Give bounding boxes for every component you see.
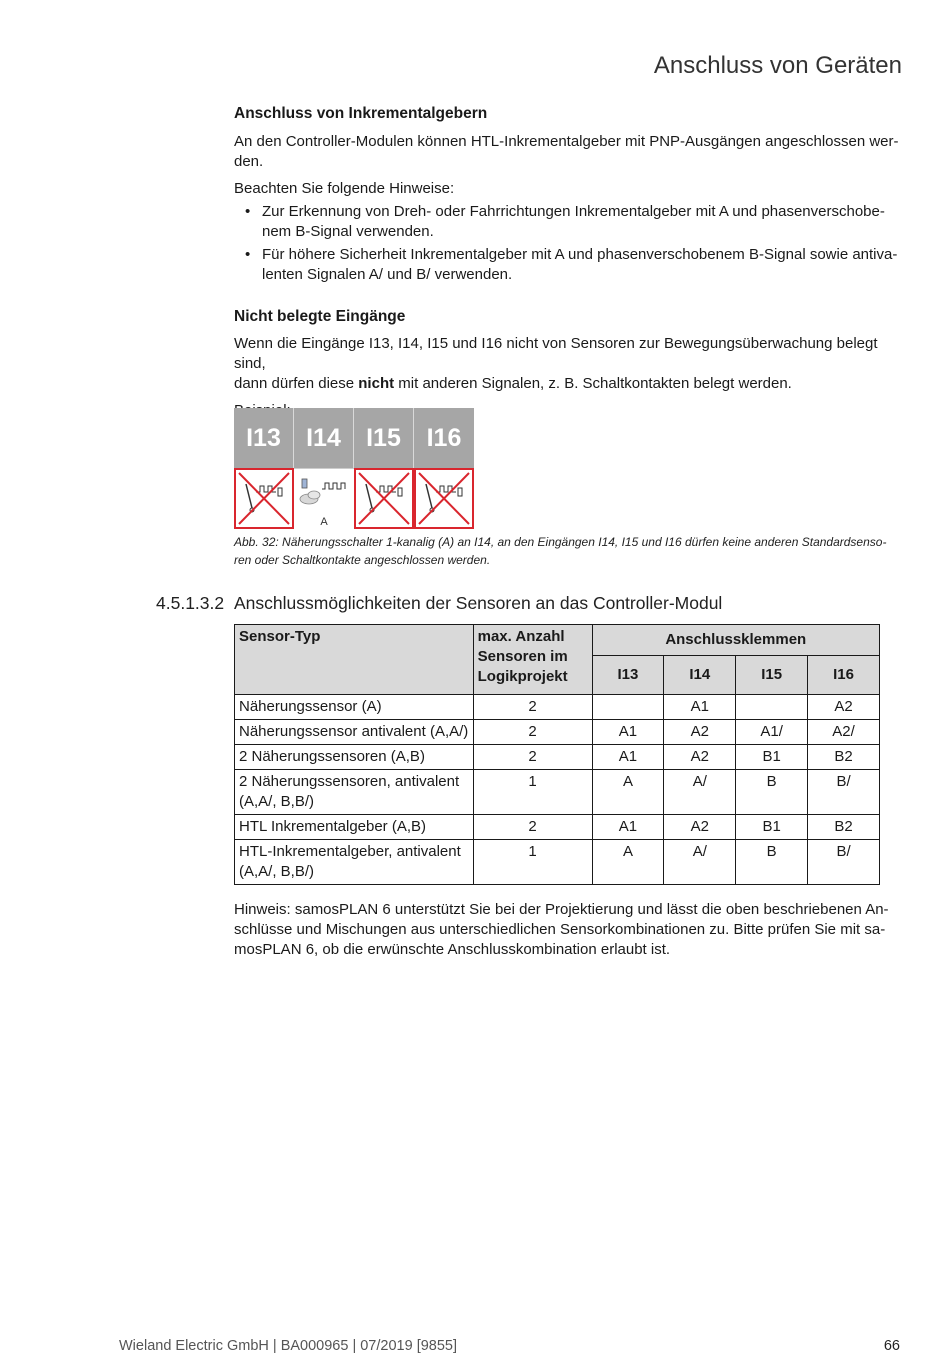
sensor-type-text: HTL-Inkrementalgeber, antivalent bbox=[239, 843, 461, 860]
hint-line-1: Hinweis: samosPLAN 6 unterstützt Sie bei der Projektierung und lässt die oben beschriebenen An- bbox=[234, 901, 889, 918]
cell-i14: A/ bbox=[664, 840, 736, 885]
inputs-figure bbox=[234, 408, 474, 529]
table-row bbox=[235, 720, 880, 745]
section-number: 4.5.1.3.2 bbox=[156, 593, 225, 613]
section-title: Anschlussmöglichkeiten der Sensoren an das Controller-Modul bbox=[234, 593, 723, 613]
unused-text bbox=[234, 334, 904, 394]
col-header-max-count bbox=[473, 625, 592, 695]
sensor-type-text: (A,A/, B,B/) bbox=[239, 863, 315, 880]
incremental-intro bbox=[234, 132, 904, 172]
bullet-item bbox=[234, 245, 904, 285]
max-count-line: Logikprojekt bbox=[477, 668, 568, 685]
intro-line-2: den. bbox=[234, 153, 264, 170]
cell-sensor-type bbox=[235, 840, 474, 885]
cell-i15 bbox=[736, 695, 808, 720]
cell-count: 1 bbox=[473, 770, 592, 815]
input-header-i14: I14 bbox=[294, 408, 354, 468]
bullet-text: Zur Erkennung von Dreh- oder Fahrrichtungen Inkrementalgeber mit A und phasenverschobe- bbox=[262, 203, 885, 220]
hint-bullets bbox=[234, 202, 904, 285]
unused-line-2-pre: dann dürfen diese bbox=[234, 375, 359, 392]
table-row bbox=[235, 770, 880, 815]
switch-contact-crossed bbox=[354, 468, 414, 529]
cell-i13: A bbox=[592, 770, 664, 815]
sensor-connection-table bbox=[234, 624, 880, 885]
cell-i14: A2 bbox=[664, 720, 736, 745]
input-header-i13: I13 bbox=[234, 408, 294, 468]
cell-i13: A bbox=[592, 840, 664, 885]
cell-i13: A1 bbox=[592, 815, 664, 840]
unused-heading: Nicht belegte Eingänge bbox=[234, 308, 406, 325]
cell-sensor-type bbox=[235, 770, 474, 815]
hint-line-3: mosPLAN 6, ob die erwünschte Anschlusskombination erlaubt ist. bbox=[234, 941, 671, 958]
cell-count: 2 bbox=[473, 720, 592, 745]
cell-i16: A2 bbox=[808, 695, 880, 720]
table-row bbox=[235, 695, 880, 720]
proximity-sensor-icon bbox=[294, 469, 354, 519]
cell-i14: A/ bbox=[664, 770, 736, 815]
col-header-sensor-type: Sensor-Typ bbox=[235, 625, 474, 695]
cell-count: 2 bbox=[473, 695, 592, 720]
cell-i14: A2 bbox=[664, 815, 736, 840]
table-row bbox=[235, 815, 880, 840]
sensor-type-text: 2 Näherungssensoren (A,B) bbox=[239, 748, 425, 765]
bullet-text: Für höhere Sicherheit Inkrementalgeber mit A und phasenverschobenem B-Signal sowie antiva- bbox=[262, 246, 898, 263]
cell-count: 2 bbox=[473, 745, 592, 770]
intro-line-1: An den Controller-Modulen können HTL-Inkrementalgeber mit PNP-Ausgängen angeschlossen wer- bbox=[234, 133, 899, 150]
cell-count: 2 bbox=[473, 815, 592, 840]
cell-i15: B bbox=[736, 840, 808, 885]
figure-caption bbox=[234, 533, 902, 569]
bullet-text: lenten Signalen A/ und B/ verwenden. bbox=[262, 266, 513, 283]
unused-line-1: Wenn die Eingänge I13, I14, I15 und I16 nicht von Sensoren zur Bewegungsüberwachung belegt sind, bbox=[234, 335, 878, 372]
sensor-a-label: A bbox=[320, 516, 328, 528]
sensor-type-text: (A,A/, B,B/) bbox=[239, 793, 315, 810]
bullet-item bbox=[234, 202, 904, 242]
input-header-i15: I15 bbox=[354, 408, 414, 468]
cell-sensor-type bbox=[235, 815, 474, 840]
cell-i15: B bbox=[736, 770, 808, 815]
cell-i14: A2 bbox=[664, 745, 736, 770]
caption-line-1: Abb. 32: Näherungsschalter 1-kanalig (A) an I14, an den Eingängen I14, I15 und I16 dürfen keine anderen Standardsenso- bbox=[234, 535, 887, 549]
incremental-section bbox=[234, 104, 904, 285]
sensor-type-text: Näherungssensor antivalent (A,A/) bbox=[239, 723, 469, 740]
col-header-i15: I15 bbox=[736, 656, 808, 695]
hint-paragraph bbox=[234, 900, 902, 960]
footer-document-info: Wieland Electric GmbH | BA000965 | 07/2019 [9855] bbox=[119, 1338, 458, 1354]
cell-i15: A1/ bbox=[736, 720, 808, 745]
cell-i15: B1 bbox=[736, 815, 808, 840]
table-row bbox=[235, 840, 880, 885]
cell-i13: A1 bbox=[592, 745, 664, 770]
crossed-switch-icon bbox=[236, 470, 292, 527]
cell-i13 bbox=[592, 695, 664, 720]
max-count-line: Sensoren im bbox=[477, 648, 568, 665]
col-header-terminals: Anschlussklemmen bbox=[592, 625, 879, 656]
cell-i16: A2/ bbox=[808, 720, 880, 745]
cell-sensor-type bbox=[235, 720, 474, 745]
cell-sensor-type bbox=[235, 695, 474, 720]
cell-count: 1 bbox=[473, 840, 592, 885]
table-row bbox=[235, 745, 880, 770]
input-header-i16: I16 bbox=[414, 408, 474, 468]
switch-contact-crossed bbox=[234, 468, 294, 529]
caption-line-2: ren oder Schaltkontakte angeschlossen werden. bbox=[234, 553, 491, 567]
unused-line-2-post: mit anderen Signalen, z. B. Schaltkontakten belegt werden. bbox=[394, 375, 792, 392]
hint-line-2: schlüsse und Mischungen aus unterschiedlichen Sensorkombinationen zu. Bitte prüfen Sie mit sa- bbox=[234, 921, 886, 938]
col-header-i14: I14 bbox=[664, 656, 736, 695]
cell-i16: B/ bbox=[808, 840, 880, 885]
note-intro: Beachten Sie folgende Hinweise: bbox=[234, 180, 455, 197]
cell-i14: A1 bbox=[664, 695, 736, 720]
switch-contact-crossed bbox=[414, 468, 474, 529]
unused-bold-word: nicht bbox=[358, 375, 395, 392]
cell-sensor-type bbox=[235, 745, 474, 770]
cell-i16: B2 bbox=[808, 745, 880, 770]
page-number: 66 bbox=[883, 1338, 900, 1354]
sensor-type-text: HTL Inkrementalgeber (A,B) bbox=[239, 818, 427, 835]
cell-i15: B1 bbox=[736, 745, 808, 770]
sensor-type-text: 2 Näherungssensoren, antivalent bbox=[239, 773, 460, 790]
incremental-heading: Anschluss von Inkrementalgebern bbox=[234, 105, 488, 122]
cell-i13: A1 bbox=[592, 720, 664, 745]
proximity-sensor-cell bbox=[294, 468, 354, 529]
max-count-line: max. Anzahl bbox=[477, 628, 565, 645]
col-header-i16: I16 bbox=[808, 656, 880, 695]
cell-i16: B/ bbox=[808, 770, 880, 815]
crossed-switch-icon bbox=[416, 470, 472, 527]
col-header-i13: I13 bbox=[592, 656, 664, 695]
sensor-type-text: Näherungssensor (A) bbox=[239, 698, 382, 715]
bullet-text: nem B-Signal verwenden. bbox=[262, 223, 434, 240]
crossed-switch-icon bbox=[356, 470, 412, 527]
unused-inputs-section bbox=[234, 307, 904, 421]
page-header-title: Anschluss von Geräten bbox=[653, 52, 902, 79]
cell-i16: B2 bbox=[808, 815, 880, 840]
